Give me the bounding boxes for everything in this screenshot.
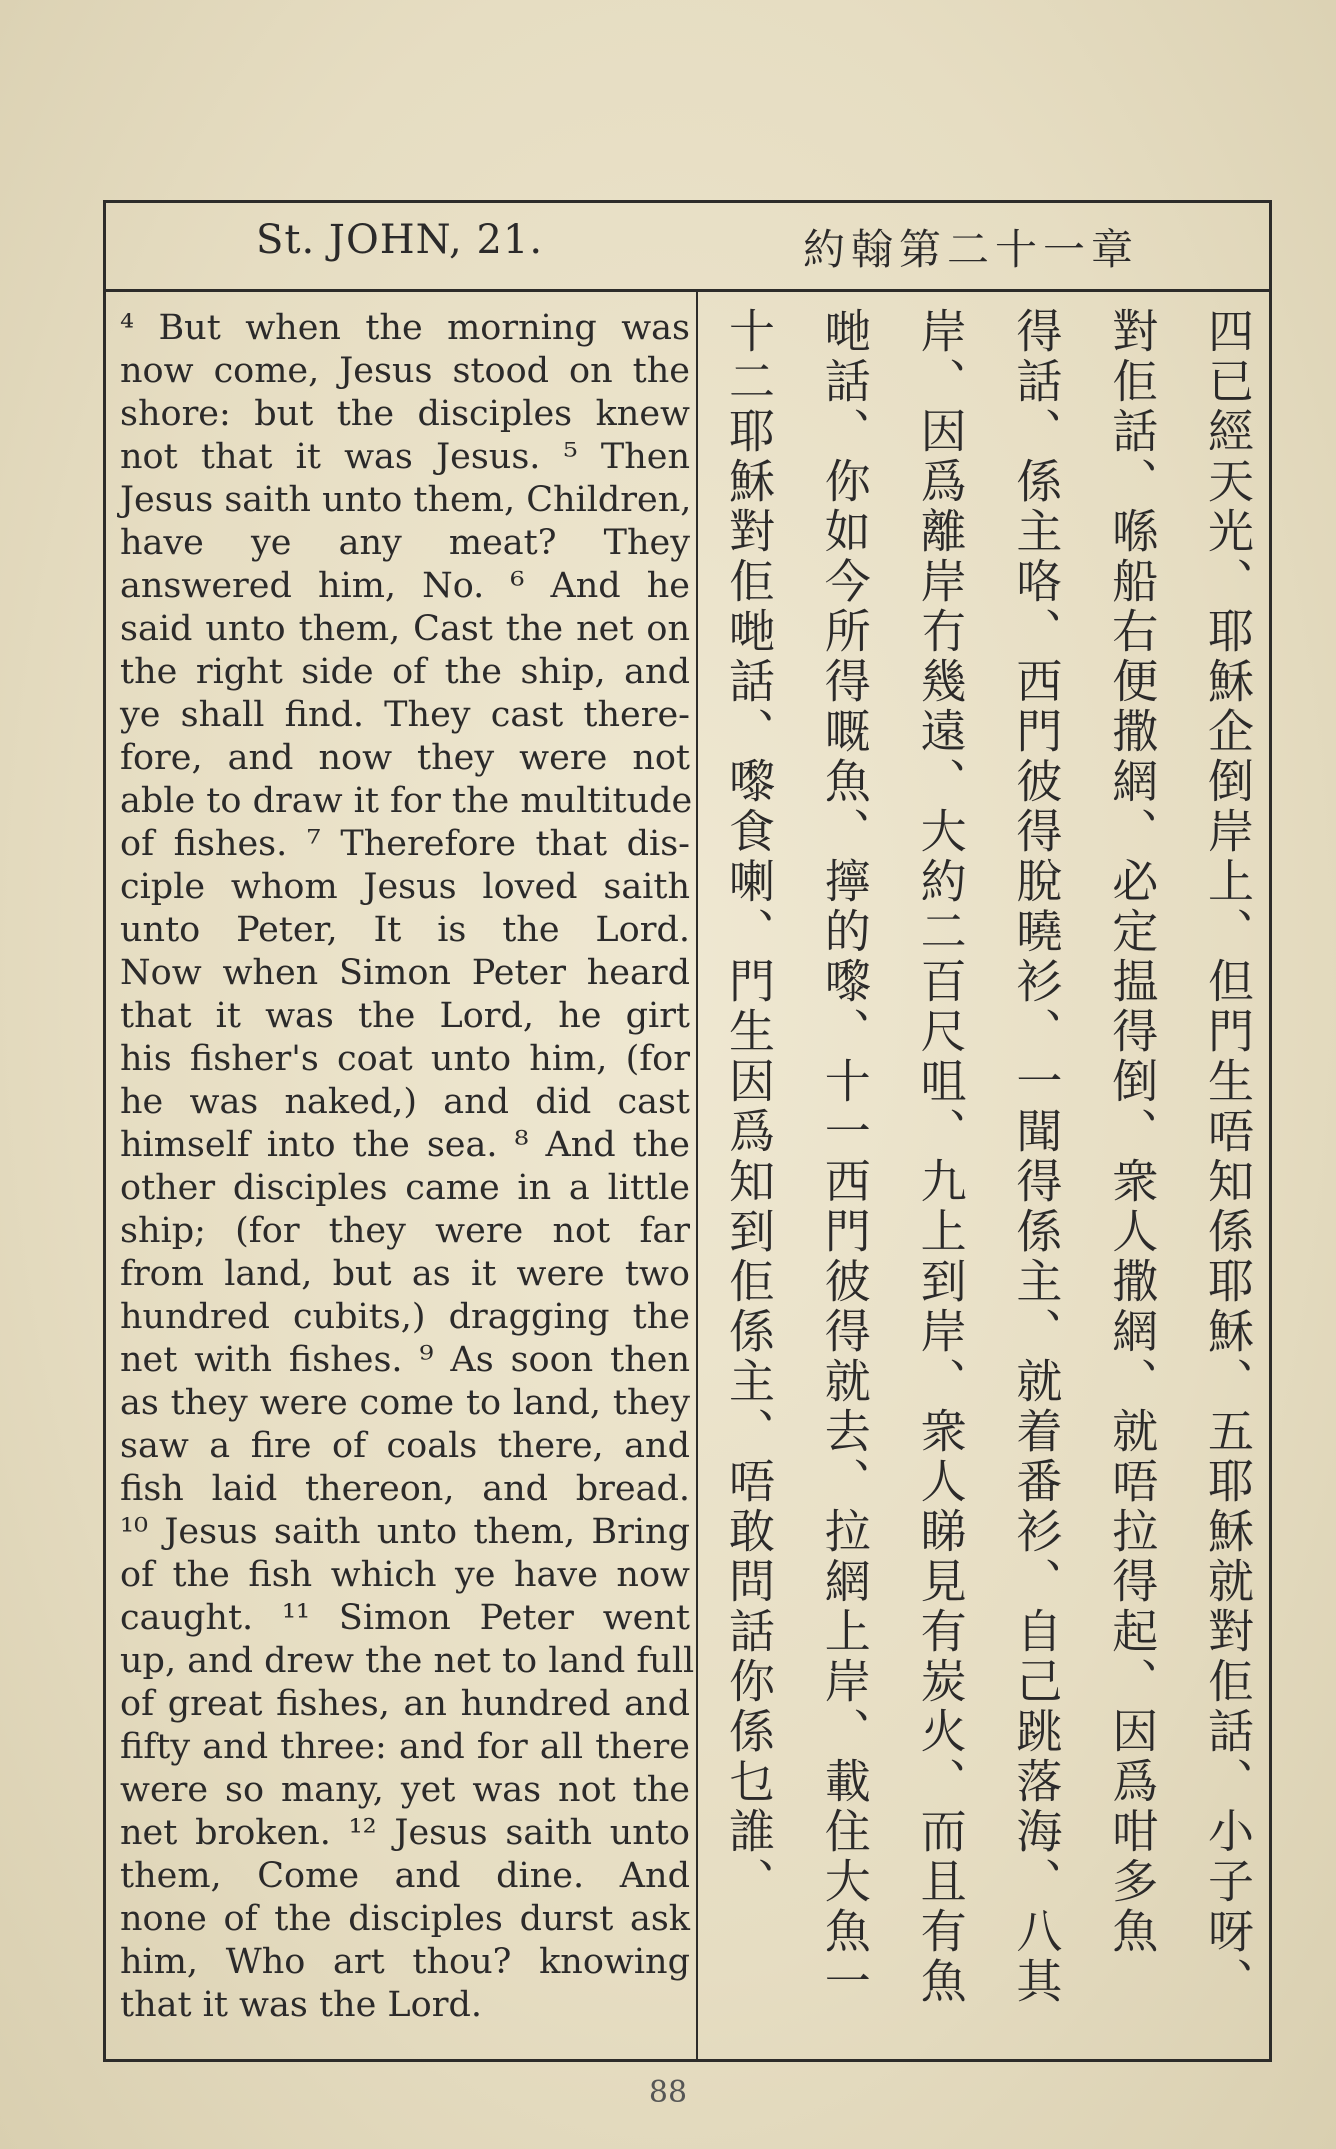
english-text-column bbox=[120, 307, 695, 2027]
english-line: of fishes. ⁷ Therefore that dis- bbox=[120, 824, 690, 864]
english-line: fifty and three: and for all there bbox=[120, 1727, 690, 1767]
english-line: fish laid thereon, and bread. bbox=[120, 1469, 690, 1509]
english-line: hundred cubits,) dragging the bbox=[120, 1297, 690, 1337]
english-line: Now when Simon Peter heard bbox=[120, 953, 690, 993]
english-line: unto Peter, It is the Lord. bbox=[120, 910, 690, 950]
chinese-text-column bbox=[716, 307, 1261, 2047]
english-line: ciple whom Jesus loved saith bbox=[120, 867, 690, 907]
column-divider bbox=[696, 292, 698, 2059]
english-line: of the fish which ye have now bbox=[120, 1555, 690, 1595]
english-line: up, and drew the net to land full bbox=[120, 1641, 695, 1681]
english-line: as they were come to land, they bbox=[120, 1383, 690, 1423]
english-line: said unto them, Cast the net on bbox=[120, 609, 690, 649]
chinese-vertical-line: 對佢話、喺船右便撒網、必定揾得倒、衆人撒網、就唔拉得起、因爲咁多魚 bbox=[1105, 307, 1160, 1957]
chinese-running-title: 約翰第二十一章 bbox=[802, 225, 1139, 274]
english-line: of great fishes, an hundred and bbox=[120, 1684, 690, 1724]
english-line: shore: but the disciples knew bbox=[120, 394, 690, 434]
english-line: ye shall find. They cast there- bbox=[120, 695, 690, 735]
english-line: that it was the Lord, he girt bbox=[120, 996, 690, 1036]
english-line: not that it was Jesus. ⁵ Then bbox=[120, 437, 690, 477]
english-line: ⁴ But when the morning was bbox=[120, 308, 690, 348]
chinese-vertical-line: 得話、係主咯、西門彼得脫曉衫、一聞得係主、就着番衫、自己跳落海、八其 bbox=[1009, 307, 1064, 2007]
english-line: net with fishes. ⁹ As soon then bbox=[120, 1340, 690, 1380]
english-line: other disciples came in a little bbox=[120, 1168, 690, 1208]
chinese-vertical-line: 四已經天光、耶穌企倒岸上、但門生唔知係耶穌、五耶穌就對佢話、小子呀、 bbox=[1200, 307, 1255, 2007]
page-frame bbox=[103, 200, 1272, 2062]
english-line: them, Come and dine. And bbox=[120, 1856, 690, 1896]
english-line: net broken. ¹² Jesus saith unto bbox=[120, 1813, 690, 1853]
english-line: answered him, No. ⁶ And he bbox=[120, 566, 690, 606]
english-line: saw a fire of coals there, and bbox=[120, 1426, 690, 1466]
chinese-vertical-line: 哋話、你如今所得嘅魚、擰的嚟、十一西門彼得就去、拉網上岸、載住大魚一 bbox=[817, 307, 872, 2007]
english-line: ¹⁰ Jesus saith unto them, Bring bbox=[120, 1512, 690, 1552]
page-number: 88 bbox=[648, 2075, 688, 2110]
english-line: none of the disciples durst ask bbox=[120, 1899, 690, 1939]
english-running-title: St. JOHN, 21. bbox=[256, 217, 544, 263]
english-line: caught. ¹¹ Simon Peter went bbox=[120, 1598, 690, 1638]
english-line: his fisher's coat unto him, (for bbox=[120, 1039, 690, 1079]
english-line: the right side of the ship, and bbox=[120, 652, 690, 692]
english-line: himself into the sea. ⁸ And the bbox=[120, 1125, 690, 1165]
english-line: ship; (for they were not far bbox=[120, 1211, 690, 1251]
english-line: have ye any meat? They bbox=[120, 523, 690, 563]
chinese-vertical-line: 岸、因爲離岸冇幾遠、大約二百尺咀、九上到岸、衆人睇見有炭火、而且有魚 bbox=[913, 307, 968, 2007]
english-line: he was naked,) and did cast bbox=[120, 1082, 690, 1122]
page-header bbox=[106, 203, 1269, 292]
english-line: able to draw it for the multitude bbox=[120, 781, 693, 821]
english-line: now come, Jesus stood on the bbox=[120, 351, 690, 391]
english-line: fore, and now they were not bbox=[120, 738, 690, 778]
english-line: Jesus saith unto them, Children, bbox=[120, 480, 692, 520]
english-line: were so many, yet was not the bbox=[120, 1770, 690, 1810]
english-line: that it was the Lord. bbox=[120, 1985, 482, 2025]
english-line: from land, but as it were two bbox=[120, 1254, 690, 1294]
chinese-vertical-line: 十二耶穌對佢哋話、嚟食喇、門生因爲知到佢係主、唔敢問話你係乜誰、 bbox=[722, 307, 776, 1907]
english-line: him, Who art thou? knowing bbox=[120, 1942, 690, 1982]
